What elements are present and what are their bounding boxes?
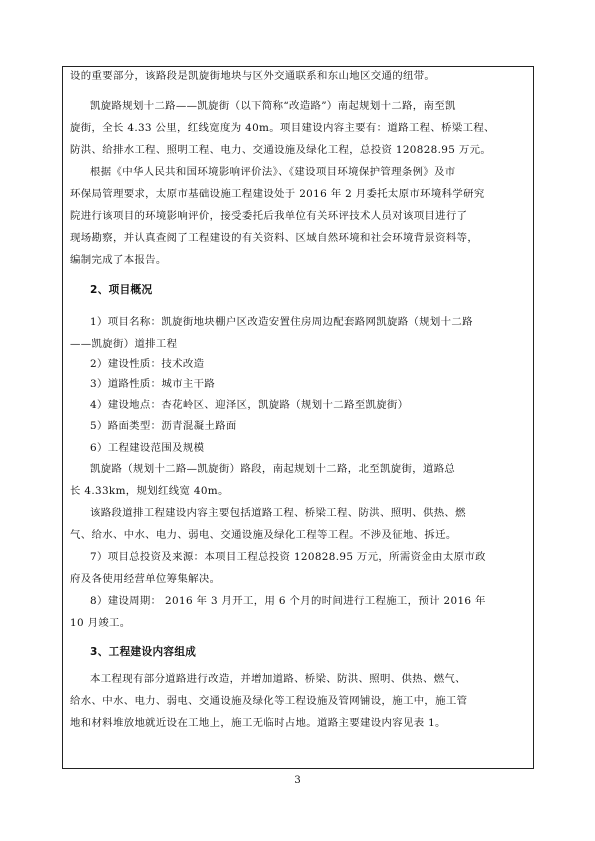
intro-line: 根据《中华人民共和国环境影响评价法》、《建设项目环境保护管理条例》及市 (90, 166, 456, 178)
intro-line: 现场勘察，并认真查阅了工程建设的有关资料、区域自然环境和社会环境背景资料等， (70, 232, 479, 244)
overview-line: 2）建设性质：技术改造 (90, 358, 205, 370)
section-heading-overview: 2、项目概况 (90, 284, 153, 296)
overview-line: 10 月竣工。 (70, 617, 131, 629)
overview-line: 4）建设地点：杏花岭区、迎泽区，凯旋路（规划十二路至凯旋街） (90, 399, 409, 411)
intro-line: 旋街，全长 4.33 公里，红线宽度为 40m。项目建设内容主要有：道路工程、桥梁工程、 (70, 122, 495, 134)
overview-line: 长 4.33km，规划红线宽 40m。 (70, 485, 229, 497)
section-heading-composition: 3、工程建设内容组成 (90, 646, 197, 658)
overview-line: 5）路面类型：沥青混凝土路面 (90, 420, 237, 432)
intro-line: 院进行该项目的环境影响评价，接受委托后我单位有关环评技术人员对该项目进行了 (70, 210, 468, 222)
overview-line: 府及各使用经营单位筹集解决。 (70, 573, 221, 585)
overview-line: 3）道路性质：城市主干路 (90, 378, 216, 390)
intro-line: 环保局管理要求，太原市基础设施工程建设处于 2016 年 2 月委托太原市环境科学研究 (70, 188, 485, 200)
overview-line: 6）工程建设范围及规模 (90, 442, 205, 454)
intro-line: 编制完成了本报告。 (70, 254, 167, 266)
intro-line: 设的重要部分，该路段是凯旋街地块与区外交通联系和东山地区交通的纽带。 (70, 70, 436, 82)
composition-line: 本工程现有部分道路进行改造，并增加道路、桥梁、防洪、照明、供热、燃气、 (90, 673, 466, 685)
overview-line: 该路段道排工程建设内容主要包括道路工程、桥梁工程、防洪、照明、供热、燃 (90, 507, 466, 519)
overview-line: 1）项目名称：凯旋街地块棚户区改造安置住房周边配套路网凯旋路（规划十二路 (90, 316, 473, 328)
intro-line: 凯旋路规划十二路——凯旋街（以下简称“改造路”）南起规划十二路，南至凯 (90, 100, 456, 112)
overview-line: 7）项目总投资及来源：本项目工程总投资 120828.95 万元，所需资金由太原市政 (90, 551, 486, 563)
intro-line: 防洪、给排水工程、照明工程、电力、交通设施及绿化工程，总投资 120828.95 万元。 (70, 144, 492, 156)
overview-line: ——凯旋街）道排工程 (70, 338, 178, 350)
overview-line: 凯旋路（规划十二路—凯旋街）路段，南起规划十二路，北至凯旋街，道路总 (90, 463, 456, 475)
composition-line: 地和材料堆放地就近设在工地上，施工无临时占地。道路主要建设内容见表 1。 (70, 717, 446, 729)
overview-line: 8）建设周期： 2016 年 3 月开工，用 6 个月的时间进行工程施工，预计 2016 年 (90, 595, 486, 607)
overview-line: 气、给水、中水、电力、弱电、交通设施及绿化工程等工程。不涉及征地、拆迁。 (70, 529, 457, 541)
composition-line: 给水、中水、电力、弱电、交通设施及绿化等工程设施及管网铺设，施工中，施工管 (70, 695, 468, 707)
page-number: 3 (294, 775, 301, 786)
